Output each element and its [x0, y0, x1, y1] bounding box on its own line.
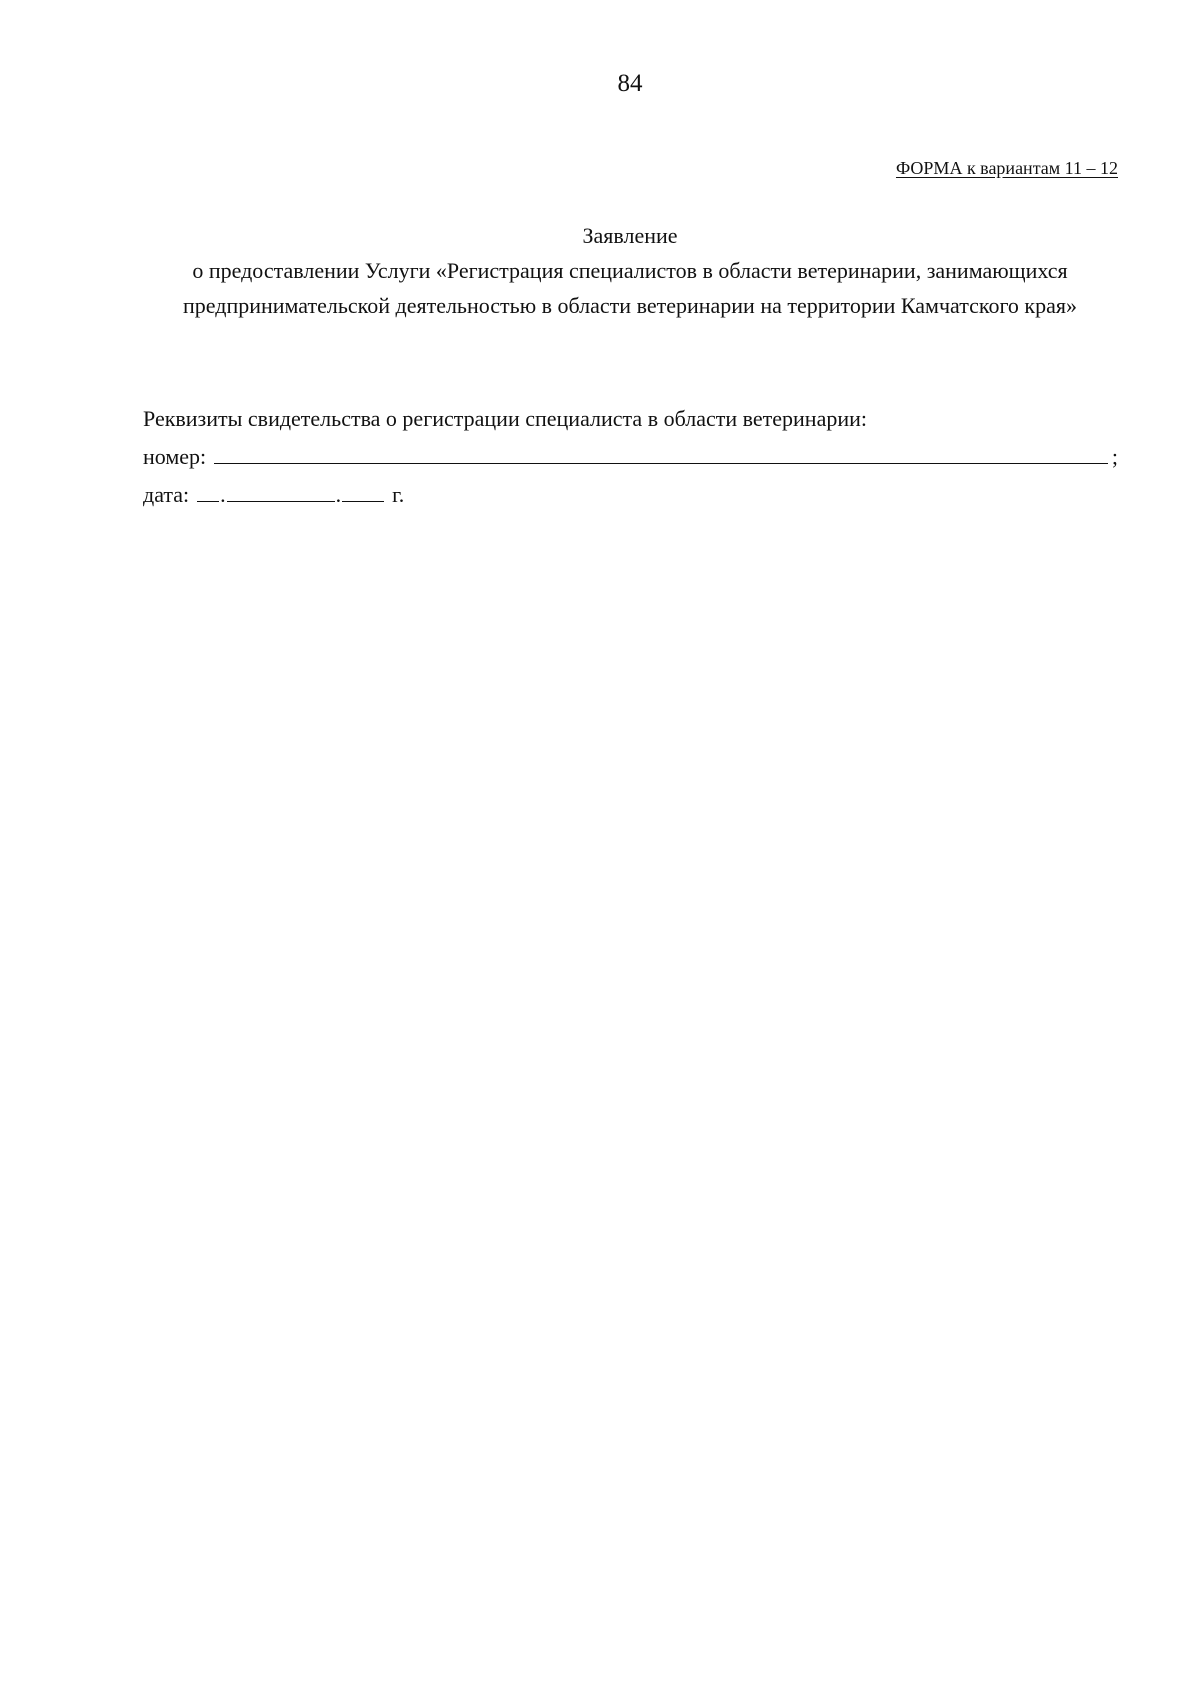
date-label: дата: — [143, 482, 190, 507]
date-separator: . — [220, 482, 226, 507]
details-intro: Реквизиты свидетельства о регистрации специалиста в области ветеринарии: — [143, 406, 868, 431]
number-terminator: ; — [1111, 444, 1118, 469]
date-row — [143, 476, 1118, 514]
page-number: 84 — [617, 70, 643, 97]
title-subject: о предоставлении Услуги «Регистрация специалистов в области ветеринарии, занимающихся предпринимательской деятельностью в области ветеринарии на территории Камчатского края» — [183, 258, 1077, 318]
number-row — [143, 438, 1118, 476]
date-day-blank[interactable] — [197, 479, 219, 502]
year-suffix: г. — [392, 482, 405, 507]
title-heading: Заявление — [582, 223, 678, 248]
document-title — [140, 218, 1120, 323]
form-reference: ФОРМА к вариантам 11 – 12 — [895, 158, 1118, 178]
date-separator: . — [335, 482, 342, 507]
number-blank-field[interactable] — [214, 441, 1108, 464]
date-year-blank[interactable] — [342, 479, 384, 502]
number-label: номер: — [143, 444, 207, 469]
certificate-details — [143, 400, 1118, 514]
date-month-blank[interactable] — [227, 479, 335, 502]
